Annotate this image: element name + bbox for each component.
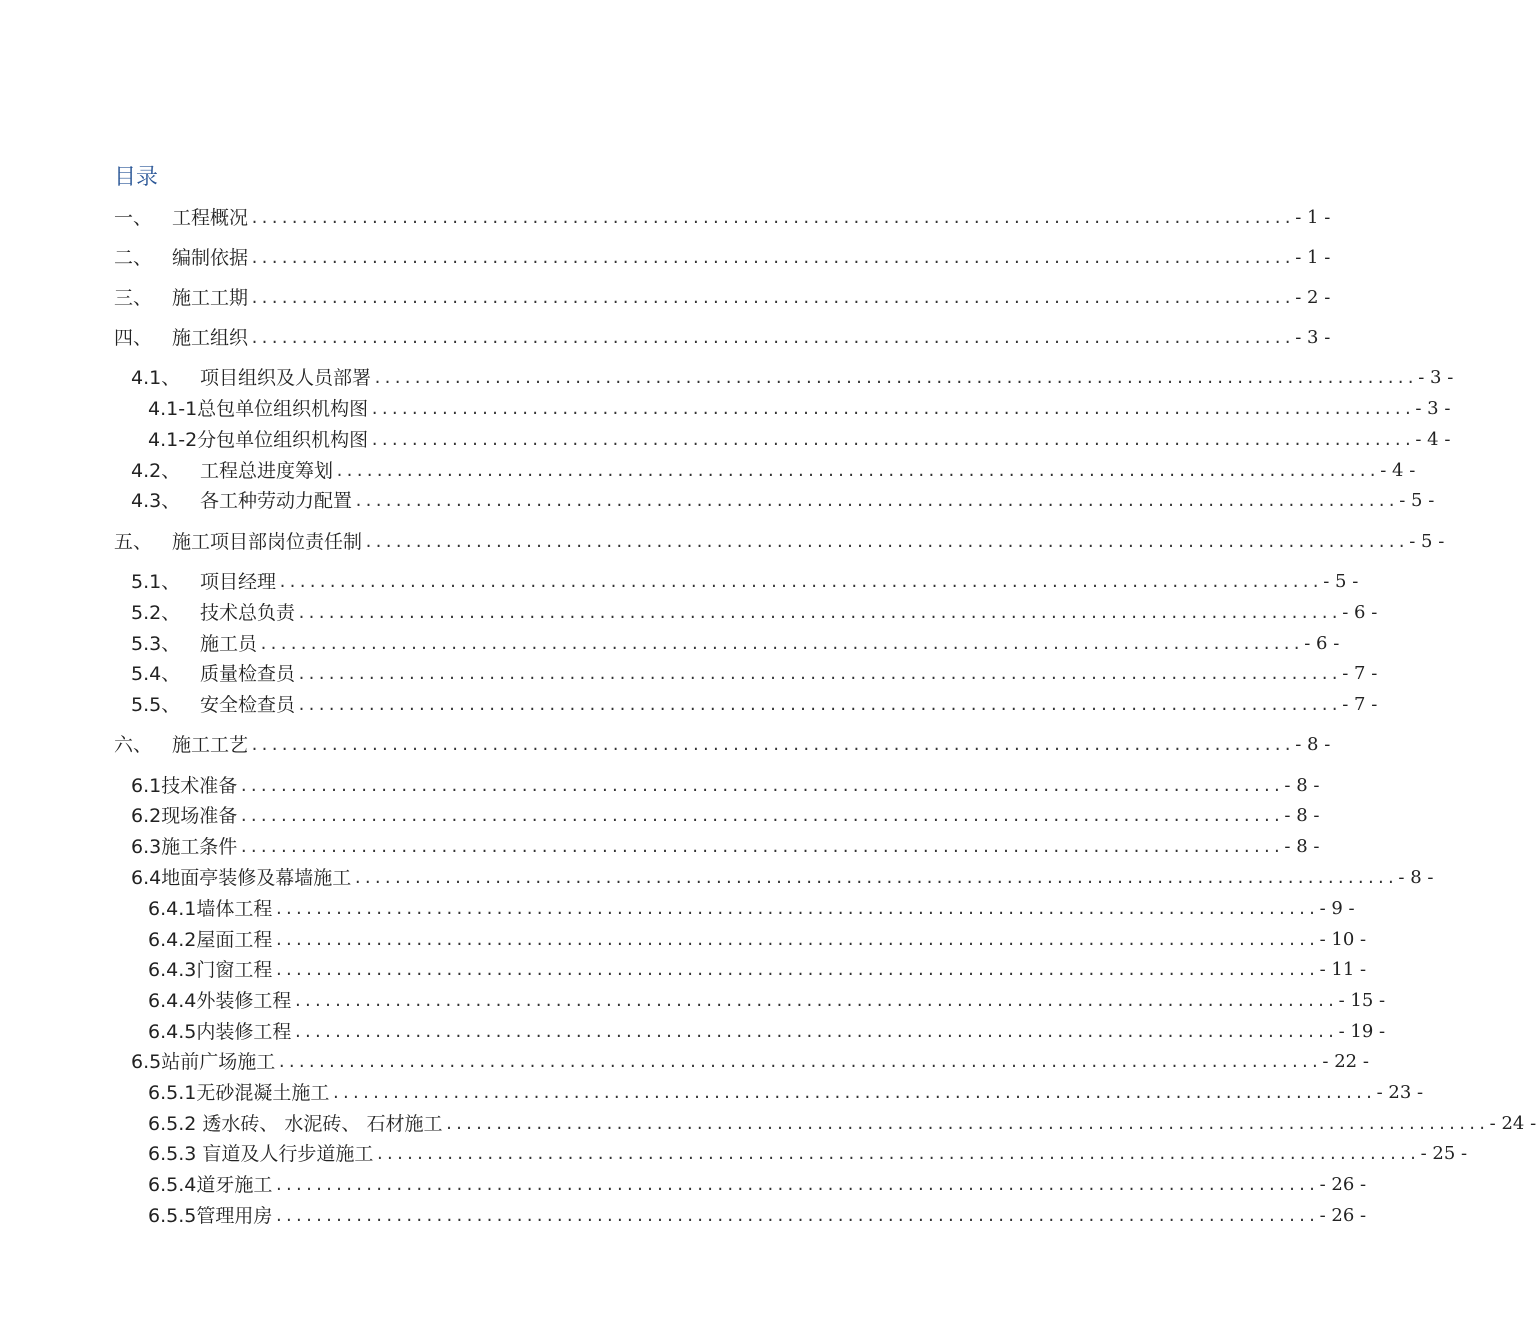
toc-entry[interactable] (131, 774, 1320, 798)
toc-entry[interactable]: 5.5、 安全检查员 ........................................................................................................ - 7 - (131, 694, 1378, 716)
dot-leader: ........................................................................................................ (297, 604, 1341, 622)
toc-page-number: - 4 - (1415, 429, 1451, 450)
toc-entry[interactable]: 4.3、 各工种劳动力配置 ........................................................................................................ - 5 - (131, 490, 1435, 512)
toc-page-number: - 5 - (1399, 490, 1435, 511)
toc-entry-text: 6.4.5内装修工程 (148, 1021, 292, 1043)
dot-leader: ........................................................................................................ (274, 1176, 1318, 1194)
toc-entry[interactable] (148, 1112, 1536, 1136)
toc-page-number: - 2 - (1295, 287, 1331, 308)
toc-page-number: - 8 - (1398, 867, 1434, 888)
dot-leader: ........................................................................................................ (250, 736, 1294, 754)
dot-leader: ........................................................................................................ (364, 533, 1408, 551)
toc-entry-text: 6.2现场准备 (131, 805, 238, 827)
toc-page-number: - 1 - (1295, 247, 1331, 268)
dot-leader: ........................................................................................................ (335, 462, 1379, 480)
toc-entry-text: 技术总负责 (200, 602, 296, 624)
toc-entry-text: 6.4.4外装修工程 (148, 990, 292, 1012)
toc-entry-text: 6.5.1无砂混凝土施工 (148, 1082, 330, 1104)
toc-entry-text: 编制依据 (172, 247, 249, 269)
toc-entry[interactable]: 4.2、 工程总进度筹划 ........................................................................................................ - 4 - (131, 460, 1416, 482)
dot-leader: ........................................................................................................ (250, 249, 1294, 267)
toc-entry-text: 项目经理 (200, 571, 277, 593)
toc-entry[interactable] (148, 1173, 1367, 1197)
toc-entry-text: 6.5.4道牙施工 (148, 1174, 273, 1196)
toc-entry[interactable] (131, 1050, 1369, 1074)
toc-entry-text: 4.1-1总包单位组织机构图 (148, 398, 369, 420)
dot-leader: ........................................................................................................ (274, 961, 1318, 979)
toc-page-number: - 22 - (1322, 1051, 1369, 1072)
toc-entry-text: 6.4地面亭装修及幕墙施工 (131, 867, 352, 889)
toc-page-number: - 6 - (1304, 633, 1340, 654)
toc-entry[interactable] (148, 397, 1451, 421)
dot-leader: ........................................................................................................ (293, 1023, 1337, 1041)
toc-entry-text: 项目组织及人员部署 (200, 367, 372, 389)
toc-entry-text: 各工种劳动力配置 (200, 490, 353, 512)
dot-leader: ........................................................................................................ (370, 400, 1414, 418)
toc-page-number: - 1 - (1295, 207, 1331, 228)
dot-leader: ........................................................................................................ (274, 931, 1318, 949)
toc-page-number: - 9 - (1319, 898, 1355, 919)
dot-leader: ........................................................................................................ (370, 431, 1414, 449)
toc-entry[interactable]: 三、 施工工期 ........................................................................................................ - 2 - (114, 287, 1331, 309)
toc-entry-text: 施工工艺 (172, 734, 249, 756)
toc-entry[interactable]: 5.2、 技术总负责 ........................................................................................................ - 6 - (131, 602, 1378, 624)
toc-entry[interactable] (148, 989, 1386, 1013)
toc-page-number: - 6 - (1342, 602, 1378, 623)
dot-leader: ........................................................................................................ (239, 838, 1283, 856)
toc-page-number: - 26 - (1319, 1205, 1367, 1226)
dot-leader: ........................................................................................................ (375, 1145, 1419, 1163)
toc-page-number: - 10 - (1319, 929, 1367, 950)
toc-page-number: - 5 - (1409, 531, 1445, 552)
toc-page-number: - 3 - (1418, 367, 1454, 388)
dot-leader: ........................................................................................................ (250, 209, 1294, 227)
toc-entry[interactable] (148, 1142, 1468, 1166)
toc-entry-text: 6.5.5管理用房 (148, 1205, 273, 1227)
toc-page-number: - 3 - (1295, 327, 1331, 348)
toc-page-number: - 8 - (1284, 775, 1320, 796)
toc-entry[interactable]: 5.4、 质量检查员 ........................................................................................................ - 7 - (131, 663, 1378, 685)
toc-page-number: - 19 - (1338, 1021, 1386, 1042)
toc-entry[interactable] (148, 428, 1451, 452)
dot-leader: ........................................................................................................ (331, 1084, 1375, 1102)
toc-entry[interactable] (148, 1204, 1367, 1228)
toc-page-number: - 4 - (1380, 460, 1416, 481)
toc-entry-text: 6.5站前广场施工 (131, 1051, 276, 1073)
toc-entry[interactable] (148, 1020, 1386, 1044)
dot-leader: ........................................................................................................ (297, 696, 1341, 714)
dot-leader: ........................................................................................................ (373, 369, 1417, 387)
toc-entry[interactable] (131, 835, 1320, 859)
dot-leader: ........................................................................................................ (239, 807, 1283, 825)
toc-page-number: - 8 - (1284, 805, 1320, 826)
toc-entry[interactable]: 4.1、 项目组织及人员部署 ........................................................................................................ - 3 - (131, 367, 1454, 389)
dot-leader: ........................................................................................................ (277, 1053, 1321, 1071)
toc-page-number: - 8 - (1284, 836, 1320, 857)
toc-entry-text: 6.4.2屋面工程 (148, 929, 273, 951)
toc-entry-text: 施工组织 (172, 327, 249, 349)
toc-entry[interactable] (131, 804, 1320, 828)
toc-entry-text: 6.4.1墙体工程 (148, 898, 273, 920)
toc-entry[interactable] (148, 897, 1355, 921)
toc-entry-text: 工程总进度筹划 (200, 460, 334, 482)
dot-leader: ........................................................................................................ (274, 900, 1318, 918)
dot-leader: ........................................................................................................ (444, 1115, 1488, 1133)
toc-entry-text: 安全检查员 (200, 694, 296, 716)
toc-entry[interactable]: 六、 施工工艺 ........................................................................................................ - 8 - (114, 734, 1331, 756)
toc-page-number: - 7 - (1342, 663, 1378, 684)
toc-entry[interactable]: 5.1、 项目经理 ........................................................................................................ - 5 - (131, 571, 1359, 593)
toc-entry-text: 6.3施工条件 (131, 836, 238, 858)
toc-title: 目录 (114, 165, 159, 190)
toc-entry[interactable] (148, 958, 1367, 982)
toc-page-number: - 7 - (1342, 694, 1378, 715)
toc-page-number: - 25 - (1420, 1143, 1468, 1164)
toc-entry-text: 施工工期 (172, 287, 249, 309)
dot-leader: ........................................................................................................ (297, 665, 1341, 683)
toc-entry-text: 6.4.3门窗工程 (148, 959, 273, 981)
toc-entry[interactable] (148, 1081, 1424, 1105)
toc-entry-text: 施工员 (200, 633, 258, 655)
dot-leader: ........................................................................................................ (250, 329, 1294, 347)
toc-page-number: - 23 - (1376, 1082, 1424, 1103)
toc-page-number: - 5 - (1323, 571, 1359, 592)
toc-entry-text: 工程概况 (172, 207, 249, 229)
toc-page-number: - 24 - (1489, 1113, 1536, 1134)
toc-page-number: - 3 - (1415, 398, 1451, 419)
toc-page-number: - 26 - (1319, 1174, 1367, 1195)
toc-entry[interactable]: 5.3、 施工员 ........................................................................................................ - 6 - (131, 633, 1340, 655)
toc-entry[interactable]: 一、 工程概况 ........................................................................................................ - 1 - (114, 207, 1331, 229)
dot-leader: ........................................................................................................ (354, 492, 1398, 510)
toc-entry-text: 质量检查员 (200, 663, 296, 685)
dot-leader: ........................................................................................................ (259, 635, 1303, 653)
dot-leader: ........................................................................................................ (353, 869, 1397, 887)
toc-page-number: - 15 - (1338, 990, 1386, 1011)
dot-leader: ........................................................................................................ (239, 777, 1283, 795)
toc-entry[interactable]: 五、 施工项目部岗位责任制 ........................................................................................................ - 5 - (114, 531, 1445, 553)
dot-leader: ........................................................................................................ (278, 573, 1322, 591)
toc-entry-text: 6.5.2 透水砖、 水泥砖、 石材施工 (148, 1113, 443, 1135)
toc-entry-text: 施工项目部岗位责任制 (172, 531, 363, 553)
dot-leader: ........................................................................................................ (250, 289, 1294, 307)
toc-page-number: - 8 - (1295, 734, 1331, 755)
toc-entry-text: 4.1-2分包单位组织机构图 (148, 429, 369, 451)
dot-leader: ........................................................................................................ (293, 992, 1337, 1010)
toc-entry[interactable]: 二、 编制依据 ........................................................................................................ - 1 - (114, 247, 1331, 269)
toc-entry[interactable] (131, 866, 1434, 890)
dot-leader: ........................................................................................................ (274, 1207, 1318, 1225)
toc-entry[interactable]: 四、 施工组织 ........................................................................................................ - 3 - (114, 327, 1331, 349)
toc-entry-text: 6.5.3 盲道及人行步道施工 (148, 1143, 374, 1165)
toc-page-number: - 11 - (1319, 959, 1367, 980)
toc-entry-text: 6.1技术准备 (131, 775, 238, 797)
toc-entry[interactable] (148, 928, 1367, 952)
